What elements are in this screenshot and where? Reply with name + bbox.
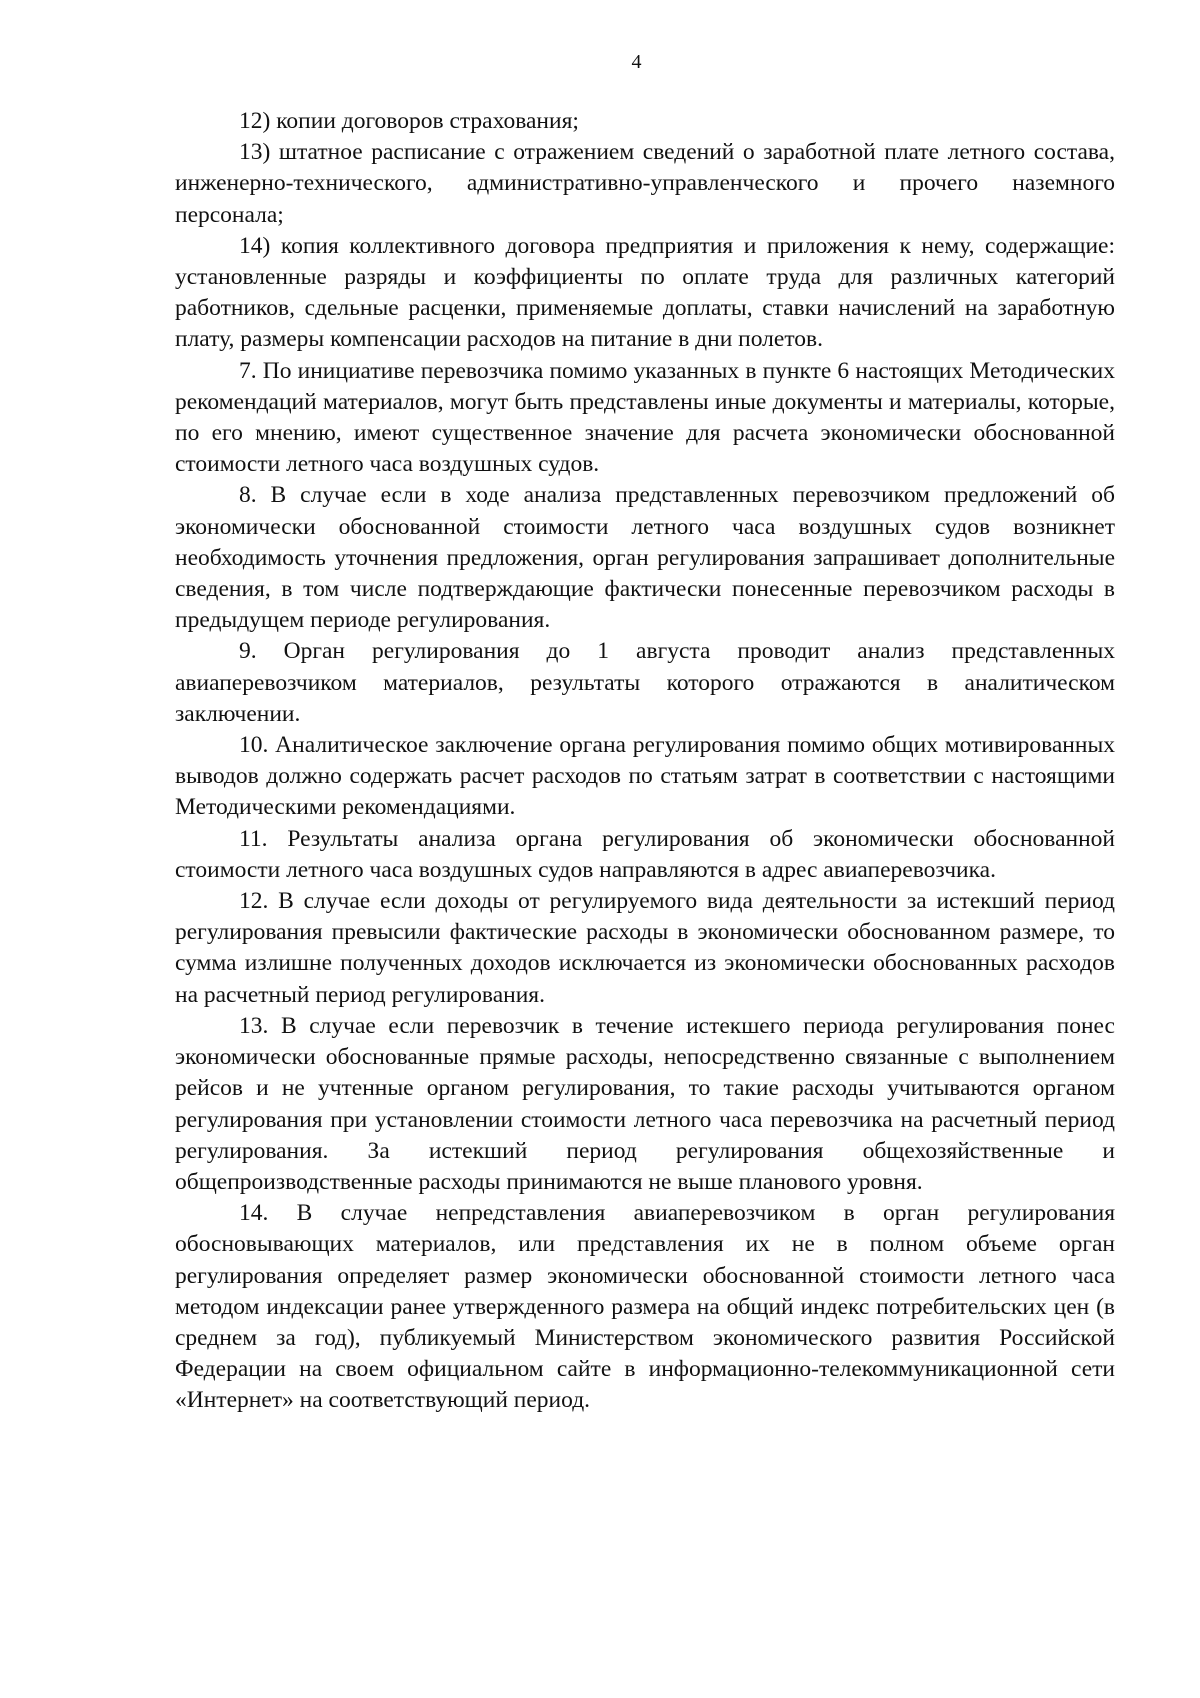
paragraph-point-14: 14. В случае непредставления авиаперевозчиком в орган регулирования обосновывающих материалов, или представления их не в полном объеме орган регулирования определяет размер экономически обоснованной стоимости летного часа методом индексации ранее утвержденного размера на общий индекс потребительских цен (в среднем за год), публикуемый Министерством экономического развития Российской Федерации на своем официальном сайте в информационно-телекоммуникационной сети «Интернет» на соответствующий период. [175, 1200, 1115, 1414]
paragraph-item-14: 14) копия коллективного договора предприятия и приложения к нему, содержащие: установленные разряды и коэффициенты по оплате труда для различных категорий работников, сдельные расценки, применяемые доплаты, ставки начислений на заработную плату, размеры компенсации расходов на питание в дни полетов. [175, 232, 1115, 353]
paragraph-point-11: 11. Результаты анализа органа регулирования об экономически обоснованной стоимости летного часа воздушных судов направляются в адрес авиаперевозчика. [175, 825, 1115, 883]
paragraph-point-12: 12. В случае если доходы от регулируемого вида деятельности за истекший период регулирования превысили фактические расходы в экономически обоснованном размере, то сумма излишне полученных доходов исключается из экономически обоснованных расходов на расчетный период регулирования. [175, 888, 1115, 1008]
paragraph-point-10: 10. Аналитическое заключение органа регулирования помимо общих мотивированных выводов должно содержать расчет расходов по статьям затрат в соответствии с настоящими Методическими рекомендациями. [175, 732, 1115, 821]
paragraph-point-9: 9. Орган регулирования до 1 августа проводит анализ представленных авиаперевозчиком материалов, результаты которого отражаются в аналитическом заключении. [175, 638, 1115, 727]
paragraph-item-12: 12) копии договоров страхования; [239, 108, 579, 134]
page-number: 4 [631, 51, 642, 73]
paragraph-point-13: 13. В случае если перевозчик в течение истекшего периода регулирования понес экономически обоснованные прямые расходы, непосредственно связанные с выполнением рейсов и не учтенные органом регулирования, то такие расходы учитываются органом регулирования при установлении стоимости летного часа перевозчика на расчетный период регулирования. За истекший период регулирования общехозяйственные и общепроизводственные расходы принимаются не выше планового уровня. [175, 1012, 1115, 1195]
paragraph-item-13: 13) штатное расписание с отражением сведений о заработной плате летного состава, инженерно-технического, административно-управленческого и прочего наземного персонала; [175, 139, 1115, 228]
paragraph-point-7: 7. По инициативе перевозчика помимо указанных в пункте 6 настоящих Методических рекомендаций материалов, могут быть представлены иные документы и материалы, которые, по его мнению, имеют существенное значение для расчета экономически обоснованной стоимости летного часа воздушных судов. [175, 357, 1115, 478]
document-body [175, 106, 1115, 1417]
paragraph-point-8: 8. В случае если в ходе анализа представленных перевозчиком предложений об экономически обоснованной стоимости летного часа воздушных судов возникнет необходимость уточнения предложения, орган регулирования запрашивает дополнительные сведения, в том числе подтверждающие фактически понесенные перевозчиком расходы в предыдущем периоде регулирования. [175, 482, 1115, 634]
